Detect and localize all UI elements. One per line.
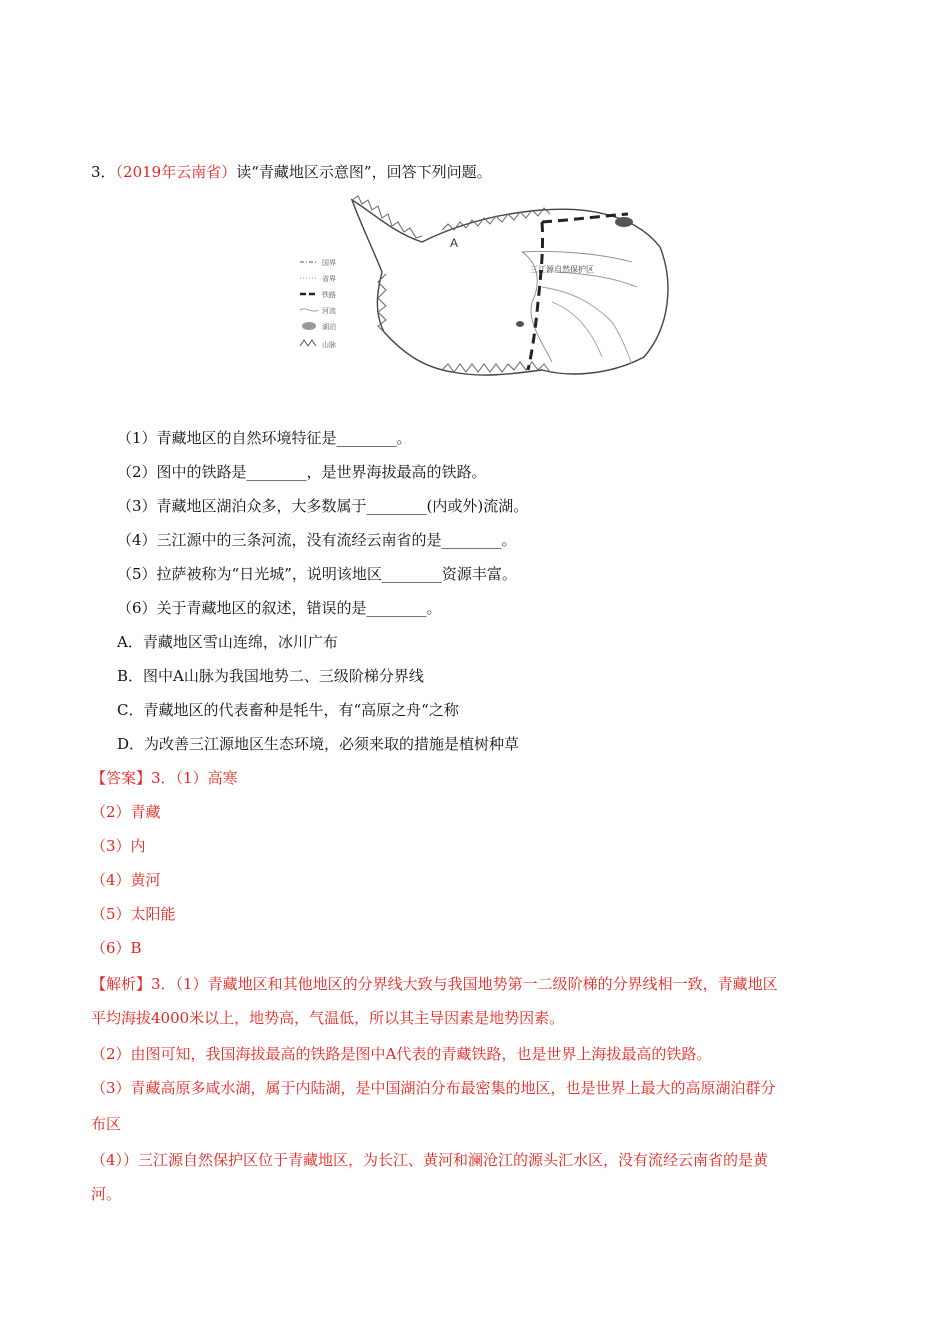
answer-item: （3）内: [91, 837, 146, 855]
map-label-a: A: [450, 236, 459, 250]
subquestion-6: （6）关于青藏地区的叙述，错误的是________。: [117, 599, 442, 617]
answer-item: （4）黄河: [91, 871, 161, 889]
option-b: B．图中A山脉为我国地势二、三级阶梯分界线: [117, 667, 424, 685]
map-legend: [300, 258, 336, 349]
analysis-line: 布区: [91, 1115, 122, 1133]
analysis-line: （2）由图可知，我国海拔最高的铁路是图中A代表的青藏铁路，也是世界上海拔最高的铁路。: [91, 1045, 712, 1063]
question-prompt: 读“青藏地区示意图”，回答下列问题。: [236, 163, 492, 181]
analysis-line: （4））三江源自然保护区位于青藏地区，为长江、黄河和澜沧江的源头汇水区，没有流经云南省的是黄: [91, 1151, 769, 1169]
railway-line-east: [542, 214, 628, 222]
answer-item: （6）B: [91, 939, 142, 957]
answer-item: （5）太阳能: [91, 905, 176, 923]
option-c: C．青藏地区的代表畜种是牦牛，有“高原之舟“之称: [117, 701, 459, 719]
legend-item: 河流: [322, 307, 336, 315]
legend-item: 湖泊: [322, 323, 336, 331]
answer-item: （2）青藏: [91, 803, 161, 821]
legend-item: 山脉: [322, 341, 336, 349]
province-border-2: [522, 251, 632, 262]
mountain-range-west: [378, 274, 386, 332]
legend-item: 省界: [322, 275, 336, 283]
subquestion-4: （4）三江源中的三条河流，没有流经云南省的是________。: [117, 531, 517, 549]
subquestion-5: （5）拉萨被称为“日光城”，说明该地区________资源丰富。: [117, 565, 517, 583]
subquestion-3: （3）青藏地区湖泊众多，大多数属于________(内或外)流湖。: [117, 497, 529, 515]
river-yangtze: [542, 287, 632, 364]
option-d: D．为改善三江源地区生态环境，必须来取的措施是植树种草: [117, 735, 520, 753]
answer-label: 【答案】3．（1）高寒: [91, 769, 238, 787]
legend-item: 国界: [322, 259, 336, 267]
analysis-line: 【解析】3．（1）青藏地区和其他地区的分界线大致与我国地势第一二级阶梯的分界线相一致，青藏地区: [91, 975, 778, 993]
subquestion-1: （1）青藏地区的自然环境特征是________。: [117, 429, 412, 447]
railway-line: [528, 222, 543, 370]
subquestion-2: （2）图中的铁路是________，是世界海拔最高的铁路。: [117, 463, 487, 481]
option-a: A．青藏地区雪山连绵，冰川广布: [117, 633, 338, 651]
question-number: 3．: [91, 163, 116, 181]
lake-small: [516, 321, 524, 327]
mountain-range-north: [352, 196, 422, 238]
question-source: （2019年云南省）: [115, 163, 237, 181]
lake-qinghai: [615, 217, 633, 227]
map-label-region: 三江源自然保护区: [530, 265, 594, 274]
legend-item: 铁路: [322, 291, 336, 299]
analysis-line: 平均海拔4000米以上，地势高，气温低，所以其主导因素是地势因素。: [91, 1009, 565, 1027]
river-yellow: [557, 272, 637, 287]
qinghai-tibet-map: [292, 192, 672, 387]
question-header: [91, 162, 492, 182]
river-lancang: [552, 302, 602, 357]
analysis-line: 河。: [91, 1185, 122, 1203]
analysis-line: （3）青藏高原多咸水湖，属于内陆湖，是中国湖泊分布最密集的地区，也是世界上最大的高原湖泊群分: [91, 1079, 776, 1097]
